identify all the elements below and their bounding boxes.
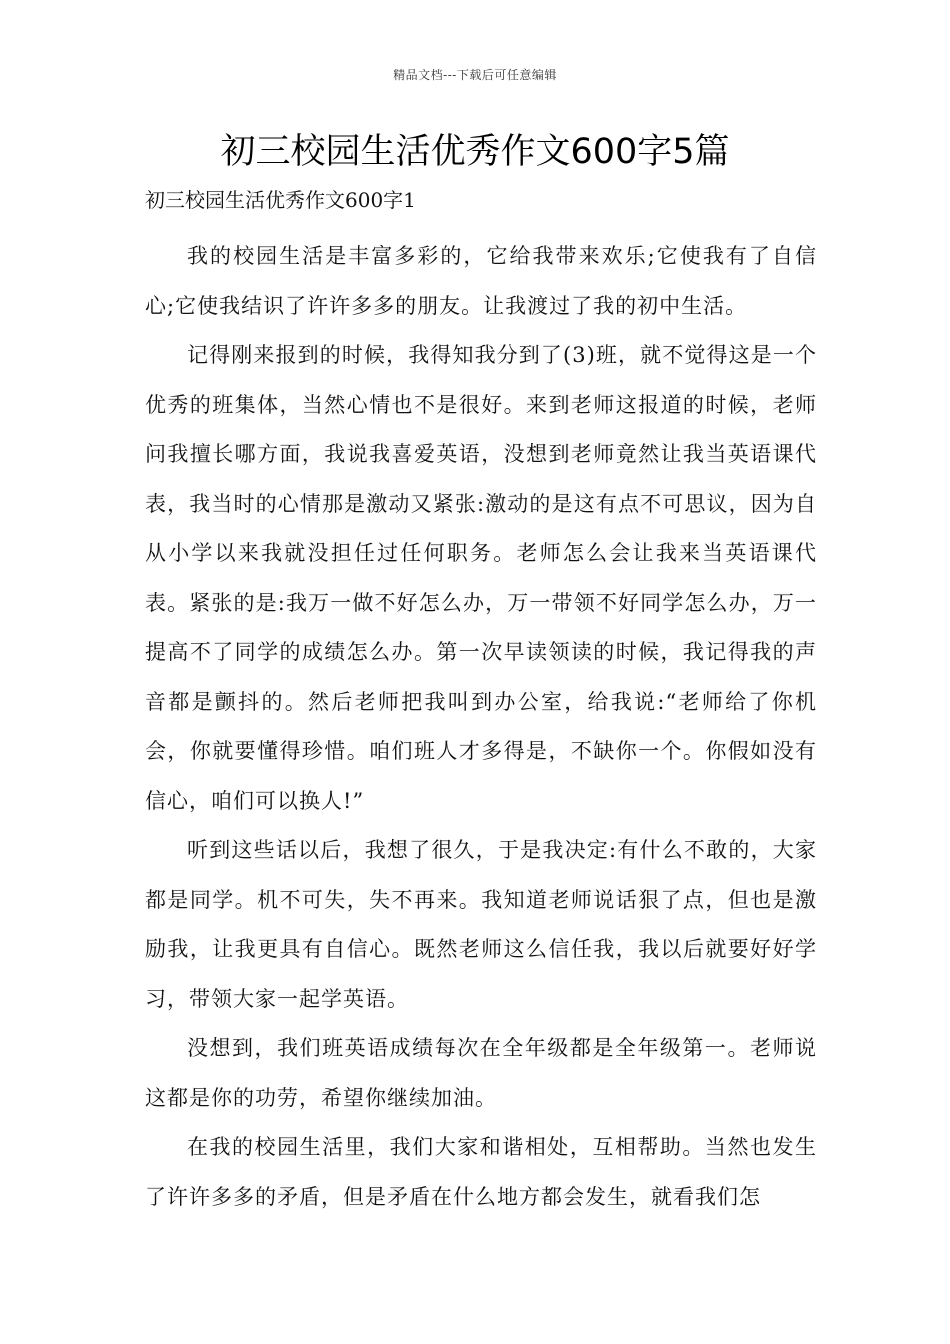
- paragraph: 记得刚来报到的时候，我得知我分到了(3)班，就不觉得这是一个优秀的班集体，当然心情也不是很好。来到老师这报道的时候，老师问我擅长哪方面，我说我喜爱英语，没想到老师竟然让我当英语课代表，我当时的心情那是激动又紧张:激动的是这有点不可思议，因为自从小学以来我就没担任过任何职务。老师怎么会让我来当英语课代表。紧张的是:我万一做不好怎么办，万一带领不好同学怎么办，万一提高不了同学的成绩怎么办。第一次早读领读的时候，我记得我的声音都是颤抖的。然后老师把我叫到办公室，给我说:“老师给了你机会，你就要懂得珍惜。咱们班人才多得是，不缺你一个。你假如没有信心，咱们可以换人!”: [145, 343, 817, 813]
- paragraph: 我的校园生活是丰富多彩的，它给我带来欢乐;它使我有了自信心;它使我结识了许许多多的朋友。让我渡过了我的初中生活。: [145, 244, 817, 318]
- body-text: [145, 232, 817, 1222]
- paragraph: 听到这些话以后，我想了很久，于是我决定:有什么不敢的，大家都是同学。机不可失，失不再来。我知道老师说话狠了点，但也是激励我，让我更具有自信心。既然老师这么信任我，我以后就要好好学习，带领大家一起学英语。: [145, 838, 817, 1011]
- paragraph: 没想到，我们班英语成绩每次在全年级都是全年级第一。老师说这都是你的功劳，希望你继续加油。: [145, 1036, 817, 1110]
- header-note: 精品文档---下载后可任意编辑: [393, 68, 557, 82]
- paragraph: 在我的校园生活里，我们大家和谐相处，互相帮助。当然也发生了许许多多的矛盾，但是矛盾在什么地方都会发生，就看我们怎: [145, 1135, 817, 1209]
- section-subtitle: 初三校园生活优秀作文600字1: [145, 188, 416, 212]
- document-title: 初三校园生活优秀作文600字5篇: [220, 132, 730, 172]
